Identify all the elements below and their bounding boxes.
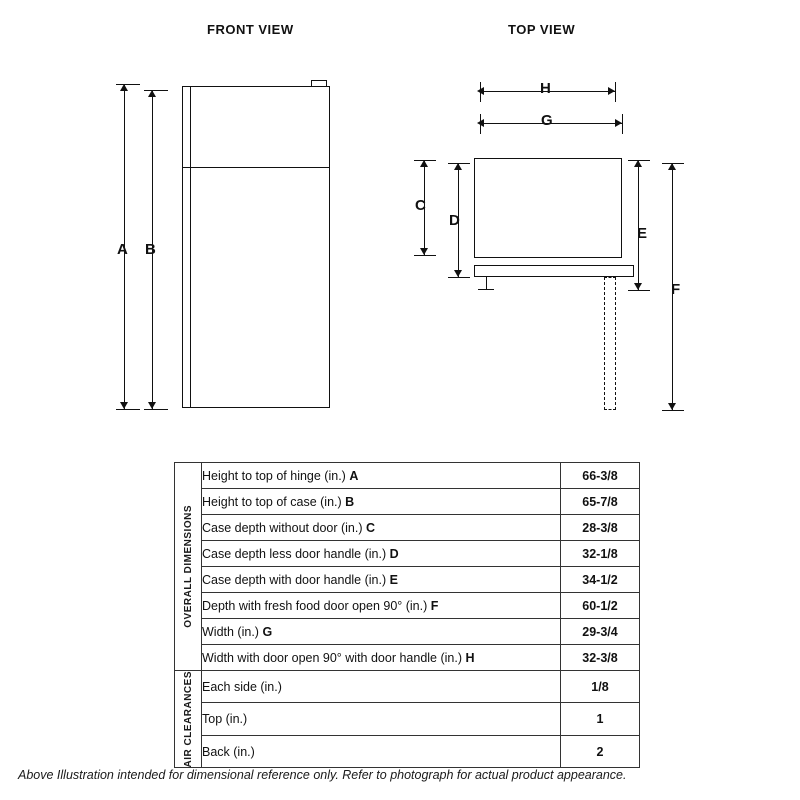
row-desc	[202, 645, 561, 671]
row-value: 1/8	[561, 671, 640, 703]
top-view-door-open-dashed	[604, 277, 616, 410]
dim-a-label: A	[117, 241, 128, 258]
dim-a-arrow-bottom	[120, 402, 128, 409]
row-desc	[202, 463, 561, 489]
row-desc-text: Height to top of case (in.)	[202, 494, 342, 509]
row-value: 32-3/8	[561, 645, 640, 671]
table-row	[175, 619, 640, 645]
table-row	[175, 489, 640, 515]
row-letter: A	[349, 468, 359, 483]
dimensions-table	[174, 462, 640, 768]
dim-a-ext-bottom	[116, 409, 140, 410]
dim-e-arrow-top	[634, 160, 642, 167]
row-value: 34-1/2	[561, 567, 640, 593]
dim-f-arrow-top	[668, 163, 676, 170]
row-desc	[202, 619, 561, 645]
table-row	[175, 541, 640, 567]
row-desc-text: Height to top of hinge (in.)	[202, 468, 346, 483]
dim-b-ext-top	[144, 90, 168, 91]
dim-c-ext-top	[414, 160, 436, 161]
row-desc	[202, 703, 561, 735]
table-row	[175, 671, 640, 703]
row-desc-text: Case depth with door handle (in.)	[202, 572, 387, 587]
row-value: 32-1/8	[561, 541, 640, 567]
row-letter: E	[389, 572, 398, 587]
dim-b-ext-bottom	[144, 409, 168, 410]
group-label-air-clearances: AIR CLEARANCES	[175, 671, 202, 768]
top-view-door-handle	[486, 277, 487, 289]
top-view-title: TOP VIEW	[508, 22, 576, 37]
row-letter: B	[345, 494, 355, 509]
dim-f-label: F	[671, 281, 681, 298]
front-view-top-hinge	[311, 80, 327, 87]
table-row	[175, 515, 640, 541]
row-value: 1	[561, 703, 640, 735]
dim-d-label: D	[449, 212, 460, 229]
dim-g-arrow-right	[615, 119, 622, 127]
row-desc-text: Width with door open 90° with door handle (in.)	[202, 650, 463, 665]
dim-h-ext-right	[615, 82, 616, 102]
dim-a-ext-top	[116, 84, 140, 85]
dim-b-arrow-top	[148, 90, 156, 97]
dim-c-label: C	[415, 197, 426, 214]
dim-h-arrow-right	[608, 87, 615, 95]
table-row	[175, 567, 640, 593]
row-desc-text: Width (in.)	[202, 624, 259, 639]
dim-e-ext-bottom	[628, 290, 650, 291]
dim-e-label: E	[637, 225, 648, 242]
row-desc	[202, 567, 561, 593]
front-view-side-edge	[190, 86, 191, 408]
top-view-cabinet	[474, 158, 622, 258]
row-value: 60-1/2	[561, 593, 640, 619]
row-desc-text: Case depth without door (in.)	[202, 520, 363, 535]
row-desc	[202, 735, 561, 767]
dim-d-ext-top	[448, 163, 470, 164]
front-view-door-divider	[182, 167, 330, 168]
group-label-overall-dimensions: OVERALL DIMENSIONS	[175, 463, 202, 671]
row-value: 29-3/4	[561, 619, 640, 645]
dim-b-arrow-bottom	[148, 402, 156, 409]
dim-c-arrow-top	[420, 160, 428, 167]
dim-g-label: G	[541, 112, 553, 129]
dim-d-ext-bottom	[448, 277, 470, 278]
row-desc	[202, 593, 561, 619]
front-view-title: FRONT VIEW	[207, 22, 294, 37]
dim-c-ext-bottom	[414, 255, 436, 256]
row-desc	[202, 515, 561, 541]
row-desc	[202, 489, 561, 515]
row-desc-text: Depth with fresh food door open 90° (in.)	[202, 598, 428, 613]
row-value: 65-7/8	[561, 489, 640, 515]
row-desc	[202, 541, 561, 567]
dim-h-label: H	[540, 80, 551, 97]
row-letter: D	[389, 546, 399, 561]
row-desc-text: Back (in.)	[202, 744, 255, 759]
row-letter: H	[465, 650, 475, 665]
dim-d-arrow-bottom	[454, 270, 462, 277]
row-value: 2	[561, 735, 640, 767]
dim-c-arrow-bottom	[420, 248, 428, 255]
dim-h-ext-left	[480, 82, 481, 102]
dim-f-ext-top	[662, 163, 684, 164]
table-row	[175, 593, 640, 619]
dim-b-label: B	[145, 241, 156, 258]
dim-d-arrow-top	[454, 163, 462, 170]
table-row	[175, 703, 640, 735]
table-row	[175, 463, 640, 489]
row-letter: F	[430, 598, 439, 613]
table-row	[175, 645, 640, 671]
row-letter: C	[366, 520, 376, 535]
row-desc	[202, 671, 561, 703]
table-row	[175, 735, 640, 767]
dim-g-ext-right	[622, 114, 623, 134]
row-letter: G	[262, 624, 273, 639]
row-value: 66-3/8	[561, 463, 640, 489]
row-value: 28-3/8	[561, 515, 640, 541]
dim-e-ext-top	[628, 160, 650, 161]
top-view-door-handle-foot	[478, 289, 494, 290]
dim-f-arrow-bottom	[668, 403, 676, 410]
dim-g-ext-left	[480, 114, 481, 134]
front-view-cabinet	[182, 86, 330, 408]
dim-f-ext-bottom	[662, 410, 684, 411]
row-desc-text: Case depth less door handle (in.)	[202, 546, 387, 561]
row-desc-text: Top (in.)	[202, 712, 248, 727]
dim-a-arrow-top	[120, 84, 128, 91]
row-desc-text: Each side (in.)	[202, 679, 282, 694]
top-view-door	[474, 265, 634, 277]
dim-e-arrow-bottom	[634, 283, 642, 290]
footer-note: Above Illustration intended for dimensional reference only. Refer to photograph for actual product appearance.	[18, 768, 627, 782]
